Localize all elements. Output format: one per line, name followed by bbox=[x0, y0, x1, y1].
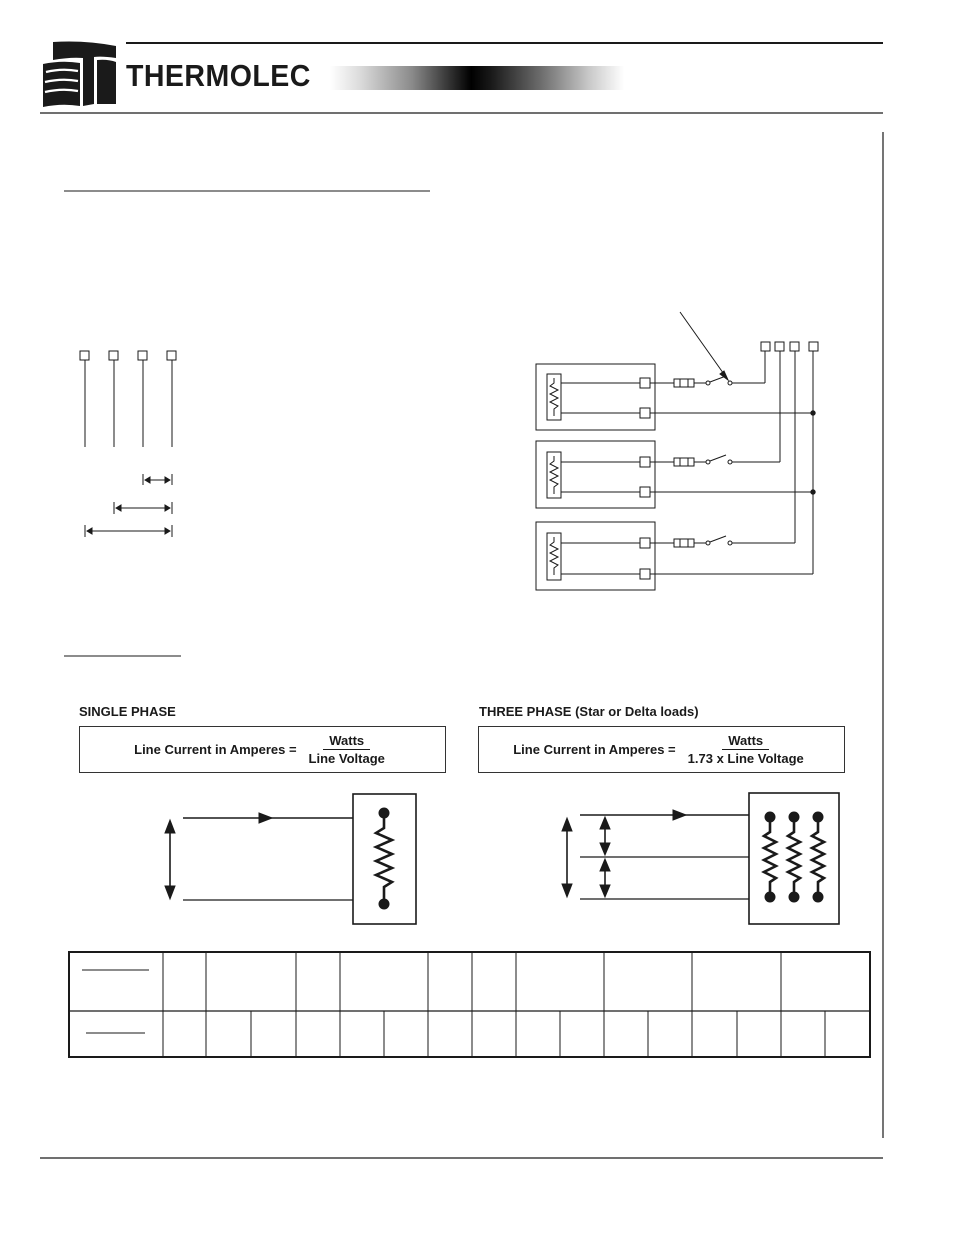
terminal-box bbox=[790, 342, 799, 351]
three-phase-formula bbox=[478, 726, 845, 773]
resistor-icon bbox=[764, 812, 776, 902]
formula-denominator: 1.73 x Line Voltage bbox=[687, 751, 804, 766]
brand-name: THERMOLEC bbox=[126, 58, 311, 93]
fuse-icon bbox=[674, 379, 694, 387]
dimension-arrow bbox=[85, 525, 172, 537]
wiring-diagram bbox=[536, 312, 818, 590]
heater-element-1 bbox=[536, 351, 813, 430]
terminal-box bbox=[775, 342, 784, 351]
resistor-icon bbox=[550, 456, 558, 494]
rating-table bbox=[69, 952, 870, 1057]
fuse-icon bbox=[674, 458, 694, 466]
switch-icon bbox=[706, 381, 710, 385]
terminal-box bbox=[109, 351, 118, 360]
brand-gradient-bar bbox=[330, 66, 624, 90]
formula-numerator: Watts bbox=[323, 733, 370, 750]
arrow-icon bbox=[673, 810, 686, 820]
arrow-icon bbox=[259, 813, 272, 823]
terminal-box bbox=[80, 351, 89, 360]
formula-fraction bbox=[682, 733, 810, 766]
terminal-box bbox=[761, 342, 770, 351]
thermolec-logo-icon bbox=[43, 42, 116, 108]
dimension-arrow bbox=[143, 474, 172, 485]
single-phase-formula bbox=[79, 726, 446, 773]
three-phase-heading: THREE PHASE (Star or Delta loads) bbox=[479, 704, 699, 719]
formula-lhs: Line Current in Amperes = bbox=[134, 742, 297, 757]
single-phase-heading: SINGLE PHASE bbox=[79, 704, 176, 719]
formula-lhs: Line Current in Amperes = bbox=[513, 742, 676, 757]
switch-icon bbox=[706, 460, 710, 464]
resistor-icon bbox=[550, 537, 558, 575]
formula-fraction bbox=[303, 733, 391, 766]
resistor-icon bbox=[788, 812, 800, 902]
three-phase-diagram bbox=[562, 793, 839, 924]
dimension-arrow bbox=[114, 502, 172, 514]
fuse-icon bbox=[674, 539, 694, 547]
resistor-icon bbox=[376, 818, 392, 899]
resistor-icon bbox=[812, 812, 824, 902]
terminal-box bbox=[809, 342, 818, 351]
terminal-spacing-diagram bbox=[80, 351, 176, 537]
arrow-icon bbox=[720, 371, 728, 380]
pointer-line bbox=[680, 312, 726, 377]
terminal-box bbox=[138, 351, 147, 360]
switch-icon bbox=[706, 541, 710, 545]
formula-denominator: Line Voltage bbox=[308, 751, 385, 766]
resistor-icon bbox=[550, 378, 558, 416]
terminal-box bbox=[167, 351, 176, 360]
single-phase-diagram bbox=[165, 794, 416, 924]
formula-numerator: Watts bbox=[722, 733, 769, 750]
